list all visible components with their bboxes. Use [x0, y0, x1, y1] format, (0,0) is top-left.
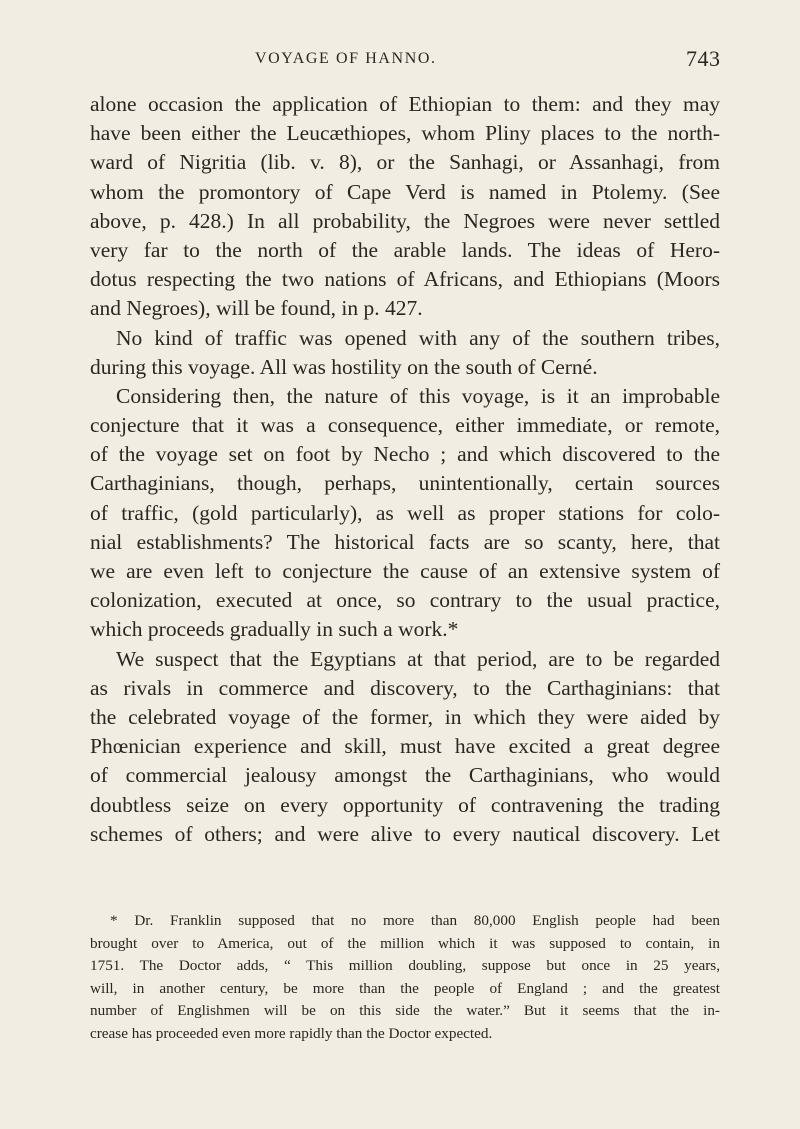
text-line: dotus respecting the two nations of Africans, and Ethiopians (Moors	[90, 267, 720, 292]
footnote-line: 1751. The Doctor adds, “ This million doubling, suppose but once in 25 years,	[90, 957, 720, 975]
text-line: No kind of traffic was opened with any of the southern tribes,	[116, 325, 720, 350]
running-title: VOYAGE OF HANNO.	[255, 50, 437, 67]
text-line: ward of Nigritia (lib. v. 8), or the Sanhagi, or Assanhagi, from	[90, 150, 720, 175]
text-line: above, p. 428.) In all probability, the Negroes were never settled	[90, 208, 720, 233]
text-line: and Negroes), will be found, in p. 427.	[90, 296, 423, 321]
text-line: the celebrated voyage of the former, in which they were aided by	[90, 704, 720, 729]
text-line: We suspect that the Egyptians at that period, are to be regarded	[116, 646, 720, 671]
text-line: we are even left to conjecture the cause of an extensive system of	[90, 559, 720, 583]
text-line: conjecture that it was a consequence, either immediate, or remote,	[90, 413, 720, 438]
footnote-line: * Dr. Franklin supposed that no more than 80,000 English people had been	[110, 912, 720, 929]
body-text	[90, 90, 720, 849]
text-line: nial establishments? The historical facts are so scanty, here, that	[90, 529, 720, 554]
footnote-line: brought over to America, out of the million which it was supposed to contain, in	[90, 934, 720, 952]
text-line: very far to the north of the arable lands. The ideas of Hero-	[90, 237, 720, 262]
text-line: as rivals in commerce and discovery, to the Carthaginians: that	[90, 675, 720, 700]
text-line: alone occasion the application of Ethiopian to them: and they may	[90, 92, 720, 116]
page-number: 743	[686, 46, 721, 71]
text-line: Considering then, the nature of this voyage, is it an improbable	[116, 383, 720, 408]
text-line: colonization, executed at once, so contrary to the usual practice,	[90, 588, 720, 613]
footnote-line: number of Englishmen will be on this side the water.” But it seems that the in-	[90, 1002, 720, 1020]
text-line: Phœnician experience and skill, must have excited a great degree	[90, 734, 720, 759]
text-line: of traffic, (gold particularly), as well as proper stations for colo-	[90, 500, 720, 525]
text-line: Carthaginians, though, perhaps, unintentionally, certain sources	[90, 471, 720, 496]
running-head	[0, 46, 800, 76]
text-line: schemes of others; and were alive to every nautical discovery. Let	[90, 821, 720, 846]
footnote-line: will, in another century, be more than the people of England ; and the greatest	[90, 979, 720, 997]
text-line: whom the promontory of Cape Verd is named in Ptolemy. (See	[90, 179, 720, 204]
text-line: of commercial jealousy amongst the Carthaginians, who would	[90, 763, 720, 788]
text-line: have been either the Leucæthiopes, whom Pliny places to the north-	[90, 121, 720, 146]
text-line: doubtless seize on every opportunity of contravening the trading	[90, 792, 720, 817]
footnote-line: crease has proceeded even more rapidly than the Doctor expected.	[90, 1024, 493, 1042]
text-line: during this voyage. All was hostility on the south of Cerné.	[90, 354, 598, 379]
footnote	[90, 910, 720, 1046]
text-line: of the voyage set on foot by Necho ; and which discovered to the	[90, 442, 720, 467]
text-line: which proceeds gradually in such a work.*	[90, 617, 459, 642]
